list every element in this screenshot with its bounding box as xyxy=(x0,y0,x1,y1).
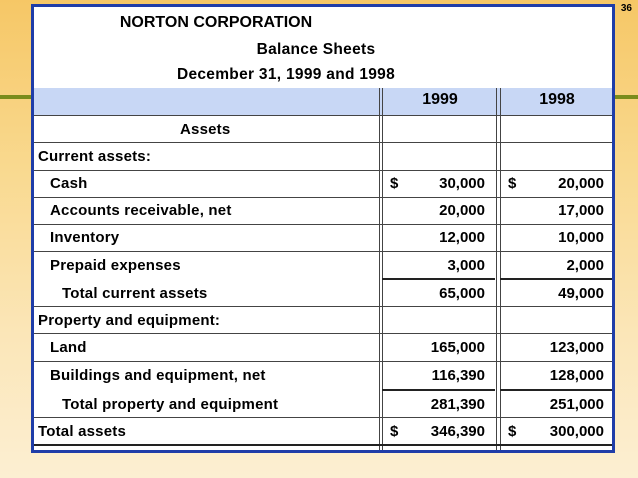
table-row xyxy=(34,197,612,225)
row-label: Prepaid expenses xyxy=(50,257,181,274)
value-1998: 128,000 xyxy=(549,367,604,384)
table-row xyxy=(34,224,612,252)
row-label: Inventory xyxy=(50,229,120,246)
table-row xyxy=(34,418,612,446)
statement-date: December 31, 1999 and 1998 xyxy=(176,66,396,83)
table-row xyxy=(34,280,612,308)
currency-symbol: $ xyxy=(390,175,399,192)
row-label: Cash xyxy=(50,175,88,192)
slide-number: 36 xyxy=(620,3,632,14)
currency-symbol: $ xyxy=(508,175,517,192)
value-1999: 12,000 xyxy=(439,229,485,246)
value-1998: 123,000 xyxy=(549,339,604,356)
table-row xyxy=(34,307,612,335)
row-label: Total property and equipment xyxy=(62,396,279,413)
value-1999: 281,390 xyxy=(430,396,485,413)
table-row xyxy=(34,116,612,144)
value-1998: 20,000 xyxy=(558,175,604,192)
value-1999: 65,000 xyxy=(439,285,485,302)
table-row xyxy=(34,252,612,280)
value-1998: 2,000 xyxy=(566,257,604,274)
row-label: Property and equipment: xyxy=(38,312,221,329)
row-label: Buildings and equipment, net xyxy=(50,367,266,384)
value-1998: 300,000 xyxy=(549,423,604,440)
column-header-1999: 1999 xyxy=(422,91,458,108)
table-row xyxy=(34,362,612,390)
value-1999: 20,000 xyxy=(439,202,485,219)
value-1998: 251,000 xyxy=(549,396,604,413)
value-1999: 165,000 xyxy=(430,339,485,356)
value-1998: 17,000 xyxy=(558,202,604,219)
balance-sheet xyxy=(31,4,615,453)
row-label: Total assets xyxy=(38,423,126,440)
row-label: Current assets: xyxy=(38,148,152,165)
company-name: NORTON CORPORATION xyxy=(119,14,313,31)
value-1999: 3,000 xyxy=(447,257,485,274)
currency-symbol: $ xyxy=(390,423,399,440)
value-1999: 30,000 xyxy=(439,175,485,192)
table-row xyxy=(34,391,612,419)
decorative-rule-right xyxy=(612,95,638,99)
row-label: Land xyxy=(50,339,87,356)
currency-symbol: $ xyxy=(508,423,517,440)
column-header-1998: 1998 xyxy=(539,91,575,108)
value-1998: 49,000 xyxy=(558,285,604,302)
value-1998: 10,000 xyxy=(558,229,604,246)
table-row xyxy=(34,143,612,171)
table-row xyxy=(34,170,612,198)
value-1999: 346,390 xyxy=(430,423,485,440)
row-label: Total current assets xyxy=(62,285,208,302)
table-row xyxy=(34,334,612,362)
value-1999: 116,390 xyxy=(431,367,485,384)
statement-title: Balance Sheets xyxy=(256,41,376,58)
row-label: Accounts receivable, net xyxy=(50,202,232,219)
row-label: Assets xyxy=(180,121,231,138)
